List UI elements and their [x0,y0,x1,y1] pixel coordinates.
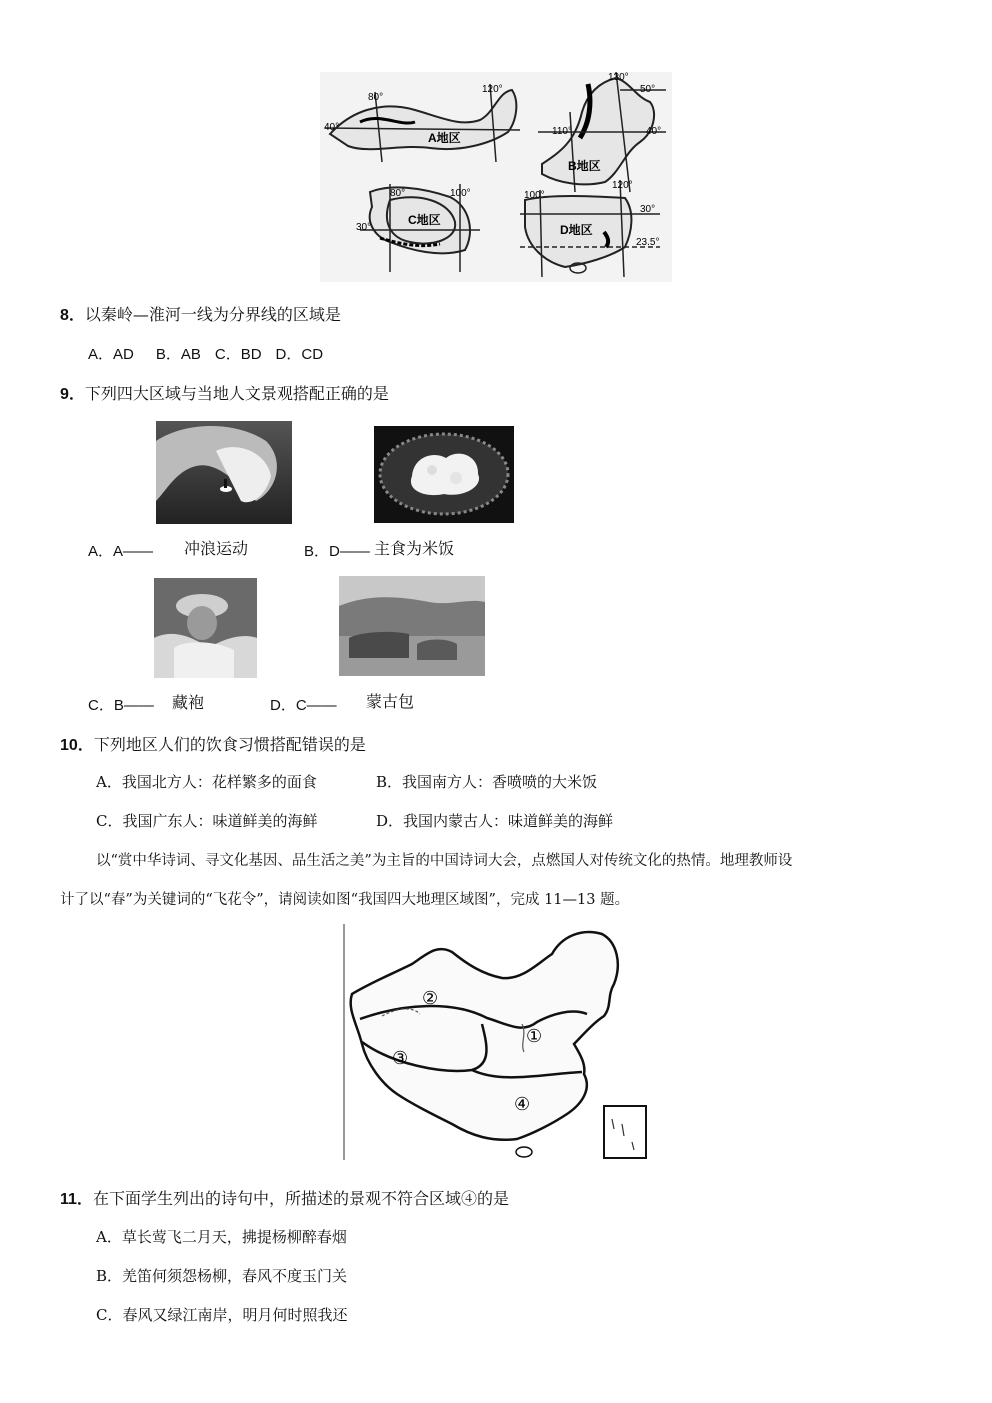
question-10: 10．下列地区人们的饮食习惯搭配错误的是 [60,735,366,754]
q11-option-c[interactable]: C．春风又绿江南岸，明月何时照我还 [96,1306,348,1324]
question-11-text: 在下面学生列出的诗句中，所描述的景观不符合区域④的是 [92,1189,509,1208]
q10-option-c[interactable]: C．我国广东人：味道鲜美的海鲜 [96,812,318,830]
panel-a-lat-1: 40° [324,122,340,133]
q10-option-d[interactable]: D．我国内蒙古人：味道鲜美的海鲜 [376,812,614,830]
panel-a-lon-1: 80° [368,92,384,103]
passage-line-2: 计了以“春”为关键词的“飞花令”，请阅读如图“我国四大地理区域图”，完成 11—13 题。 [60,892,630,908]
panel-a-lon-2: 120° [482,84,503,95]
passage-line-1: 以“赏中华诗词、寻文化基因、品生活之美”为主旨的中国诗词大会，点燃国人对传统文化的热情。地理教师设 [96,853,793,869]
rice-bowl-photo [374,426,514,523]
question-11: 11．在下面学生列出的诗句中，所描述的景观不符合区域④的是 [60,1189,509,1208]
q9-option-a-prefix[interactable]: A．A—— [88,543,154,560]
q8-option-d[interactable]: D．CD [275,346,324,363]
question-10-text: 下列地区人们的饮食习惯搭配错误的是 [93,735,366,754]
q9-option-d-prefix[interactable]: D．C—— [270,697,337,714]
panel-d-lon-1: 100° [524,190,545,201]
china-region-3-label: ③ [392,1048,409,1068]
china-regions-map [342,924,648,1160]
question-9-text: 下列四大区域与当地人文景观搭配正确的是 [84,384,389,403]
q10-option-a[interactable]: A．我国北方人：花样繁多的面食 [96,773,317,791]
question-8-options [88,343,323,364]
panel-d-lat-1: 30° [640,204,656,215]
q11-option-b[interactable]: B．羌笛何须怨杨柳，春风不度玉门关 [96,1267,348,1285]
q10-option-b[interactable]: B．我国南方人：香喷喷的大米饭 [376,773,598,791]
question-10-number: 10 [60,737,78,754]
q8-option-b[interactable]: B．AB [155,346,201,363]
surfing-photo [156,421,292,524]
panel-c-label: C地区 [408,213,441,227]
china-regions-map-svg [342,924,648,1160]
question-9-number: 9 [60,386,69,403]
q9-option-c-caption: 藏袍 [172,693,205,712]
panel-c-lon-2: 100° [450,188,471,199]
q9-option-d-caption: 蒙古包 [366,692,415,711]
question-8-number: 8 [60,307,69,324]
q11-option-a[interactable]: A．草长莺飞二月天，拂提杨柳醉春烟 [96,1228,347,1246]
four-regions-map [320,72,672,282]
panel-d-lon-2: 120° [612,180,633,191]
china-region-4-label: ④ [514,1094,531,1114]
q9-option-a-caption: 冲浪运动 [184,539,249,558]
q8-option-c[interactable]: C．BD [214,346,262,363]
yurt-photo [339,576,485,676]
four-regions-map-svg [320,72,672,282]
china-region-1-label: ① [526,1026,543,1046]
question-11-number: 11 [60,1191,77,1208]
panel-c-lat-1: 30° [356,222,372,233]
panel-b-lat-1: 50° [640,84,656,95]
question-8: 8．以秦岭—淮河一线为分界线的区域是 [60,305,341,324]
question-9: 9．下列四大区域与当地人文景观搭配正确的是 [60,384,389,403]
tibetan-robe-photo [154,578,257,678]
q9-option-c-prefix[interactable]: C．B—— [88,697,154,714]
q9-option-b-caption: 主食为米饭 [374,539,455,558]
question-8-text: 以秦岭—淮河一线为分界线的区域是 [84,305,341,324]
panel-b-lon-2: 110° [552,126,572,137]
panel-c-lon-1: 80° [390,188,406,199]
panel-b-lon-1: 130° [608,72,629,83]
q9-option-b-prefix[interactable]: B．D—— [304,543,370,560]
china-region-2-label: ② [422,988,439,1008]
panel-b-lat-2: 40° [646,126,662,137]
panel-d-lat-2: 23.5° [636,237,660,248]
panel-a-label: A地区 [428,131,461,145]
panel-b-label: B地区 [568,159,601,173]
panel-d-label: D地区 [560,223,593,237]
q8-option-a[interactable]: A．AD [88,346,134,363]
